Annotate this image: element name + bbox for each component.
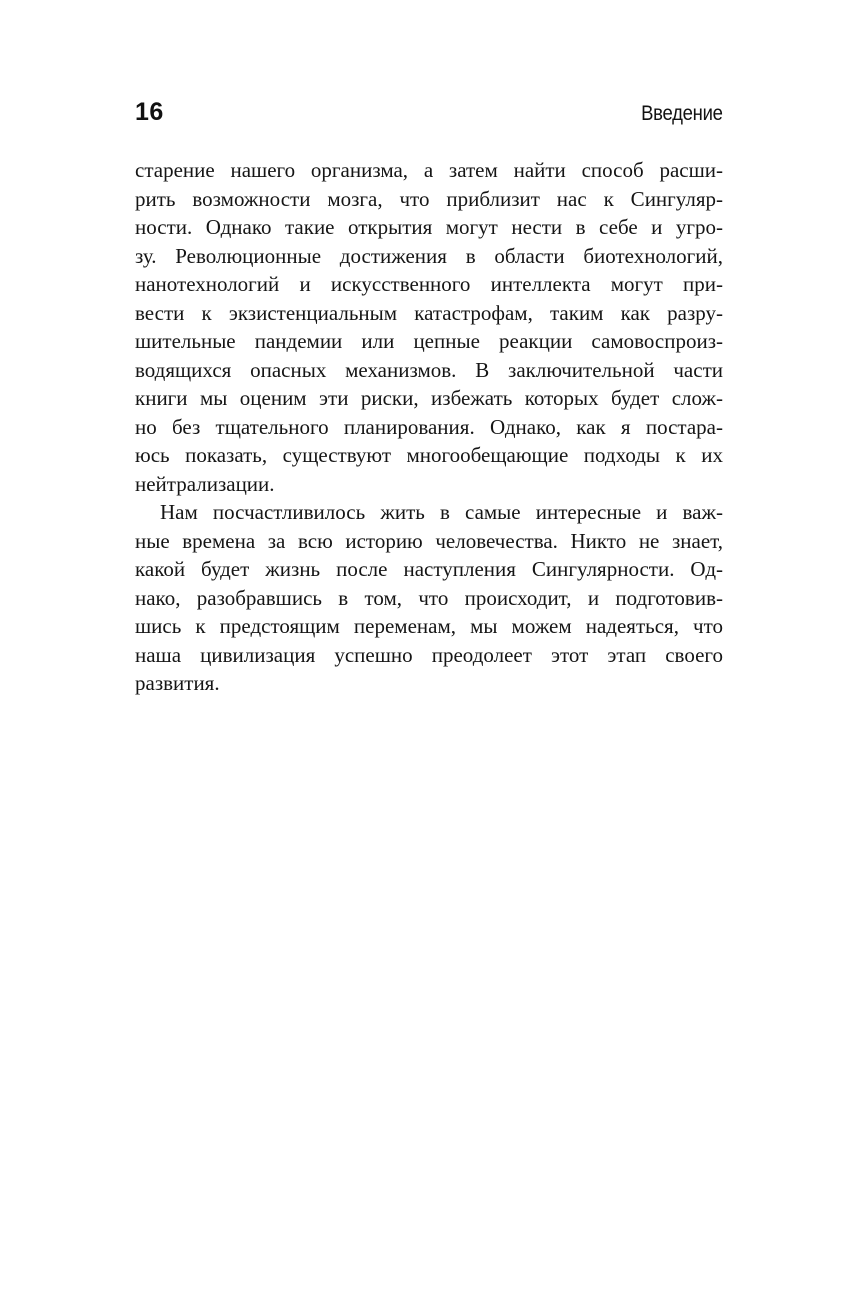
text-line: нейтрализации. (135, 471, 275, 496)
running-head (135, 98, 723, 127)
text-line: водящихся опасных механизмов. В заключительной части (135, 357, 723, 382)
text-line: книги мы оценим эти риски, избежать которых будет слож- (135, 386, 723, 410)
text-line: юсь показать, существуют многообещающие подходы к их (135, 443, 723, 467)
text-line: шись к предстоящим переменам, мы можем надеяться, что (135, 614, 723, 638)
text-line: старение нашего организма, а затем найти способ расши- (135, 158, 723, 182)
text-line: ные времена за всю историю человечества. Никто не знает, (135, 528, 723, 553)
text-line: развития. (135, 671, 220, 695)
text-line: вести к экзистенциальным катастрофам, таким как разру- (135, 300, 723, 325)
text-line: шительные пандемии или цепные реакции самовоспроиз- (135, 329, 723, 353)
text-line: рить возможности мозга, что приблизит нас к Сингуляр- (135, 186, 723, 211)
paragraph (135, 498, 723, 698)
text-line: ности. Однако такие открытия могут нести в себе и угро- (135, 215, 723, 239)
text-line: какой будет жизнь после наступления Сингулярности. Од- (135, 557, 723, 581)
text-line: зу. Революционные достижения в области биотехнологий, (135, 243, 723, 268)
chapter-title: Введение (641, 102, 723, 125)
text-line: наша цивилизация успешно преодолеет этот этап своего (135, 642, 723, 667)
text-line: но без тщательного планирования. Однако, как я постара- (135, 414, 723, 439)
text-line: нако, разобравшись в том, что происходит, и подготовив- (135, 585, 723, 610)
page-number: 16 (135, 98, 164, 126)
body-text (135, 156, 723, 698)
text-line: нанотехнологий и искусственного интеллекта могут при- (135, 272, 723, 296)
paragraph (135, 156, 723, 498)
text-line: Нам посчастливилось жить в самые интересные и важ- (160, 500, 723, 524)
